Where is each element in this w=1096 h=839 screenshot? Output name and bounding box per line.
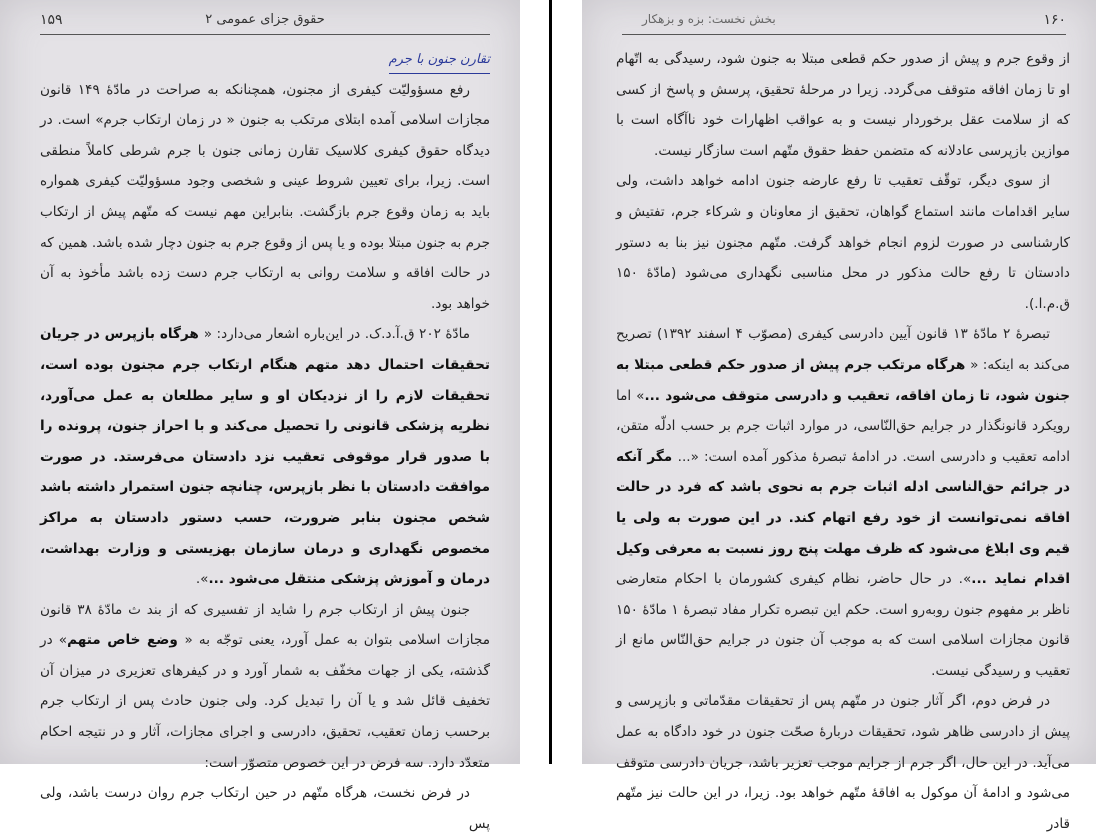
paragraph: در فرض نخست، هرگاه متّهم در حین ارتکاب جرم روان درست باشد، ولی پس bbox=[40, 785, 490, 832]
running-title: بخش نخست: بزه و بزهکار bbox=[642, 12, 776, 26]
page-number: ۱۵۹ bbox=[40, 12, 63, 28]
page-divider bbox=[549, 0, 552, 764]
paragraph: رفع مسؤولیّت کیفری از مجنون، همچنانکه به صراحت در مادّهٔ ۱۴۹ قانون مجازات اسلامی آمده ابتلای مرتکب به جنون « در زمان ارتکاب جرم» است. در دیدگاه حقوق کیفری کلاسیک تقارن زمانی جنون با جرم شرطی کاملاً منطقی است. زیرا، برای تعیین شروط عینی و شخصی وجود مسؤولیّت کیفری همواره باید به زمان وقوع جرم بازگشت. بنابراین مهم نیست که متّهم پیش از ارتکاب جرم به جنون مبتلا بوده و یا پس از وقوع جرم به جنون دچار شده باشد. همین که در حالت افاقه و سلامت روانی به ارتکاب جرم دست زده باشد مأخوذ به آن خواهد بود. bbox=[40, 81, 490, 312]
quote-text: هرگاه بازپرس در جریان تحقیقات احتمال دهد متهم هنگام ارتکاب جرم مجنون بوده است، تحقیقات لازم را از نزدیکان او و سایر مطلعان به عمل می‌آورد، نظریه پزشکی قانونی را تحصیل می‌کند و با احراز جنون، پرونده را با صدور قرار موقوفی تعقیب نزد دادستان می‌فرستد. در صورت موافقت دادستان با نظر بازپرس، چنانچه جنون استمرار داشته باشد شخص مجنون بنابر ضرورت، حسب دستور دادستان به مراکز مخصوص نگهداری و درمان سازمان بهزیستی و وزارت بهداشت، درمان و آموزش پزشکی منتقل می‌شود ... bbox=[40, 326, 490, 588]
quote-text: مگر آنکه در جرائم حق‌الناسی ادله اثبات جرم به نحوی باشد که فرد در حالت افاقه نمی‌توانست از خود رفع اتهام کند. در این صورت به ولی یا قیم وی ابلاغ می‌شود که ظرف مهلت پنج روز نسبت به معرفی وکیل اقدام نماید ... bbox=[616, 448, 1070, 588]
paragraph-quote-13 bbox=[616, 319, 1070, 686]
page-number: ۱۶۰ bbox=[1043, 12, 1066, 28]
page-body bbox=[616, 44, 1070, 839]
text: » اما رویکرد قانونگذار در جرایم حق‌النّاسی، در موارد اثبات جرم بر حسب ادلّه متقن، ادامه تعقیب و دادرسی است. در ادامهٔ تبصرهٔ مذکور آمده است: «... bbox=[616, 387, 1070, 465]
text: » در گذشته، یکی از جهات مخفّف به شمار آورد و در کیفرهای تعزیری در میزان آن تخفیف قائل شد و یا آن را تبدیل کرد. ولی جنون حادث پس از ارتکاب جرم برحسب زمان تعقیب، تحقیق، دادرسی و اجرای مجازات، آثار و در نتیجه احکام متعدّد دارد. سه فرض در این خصوص متصوّر است: bbox=[40, 632, 490, 771]
text: ». bbox=[195, 571, 209, 588]
page-header bbox=[622, 10, 1066, 35]
page-header bbox=[40, 10, 490, 35]
text: جنون پیش از ارتکاب جرم را شاید از تفسیری که از بند ث مادّهٔ ۳۸ قانون مجازات اسلامی بتوان به عمل آورد، یعنی توجّه به « bbox=[40, 601, 490, 649]
paragraph: از سوی دیگر، توقّف تعقیب تا رفع عارضه جنون ادامه خواهد داشت، ولی سایر اقدامات مانند استماع گواهان، تحقیق از معاونان و شرکاء جرم، تفتیش و کارشناسی در صورت لزوم انجام خواهد گرفت. متّهم مجنون نیز بنا به دستور دادستان تا رفع حالت مذکور در محل مناسبی نگهداری می‌شود (مادّهٔ ۱۵۰ ق.م.ا.). bbox=[616, 173, 1070, 312]
left-page bbox=[0, 0, 520, 832]
text: مادّهٔ ۲۰۲ ق.آ.د.ک. در این‌باره اشعار می‌دارد: « bbox=[203, 326, 471, 343]
paragraph: از وقوع جرم و پیش از صدور حکم قطعی مبتلا به جنون شود، رسیدگی به اتّهام او تا زمان افاقه متوقف می‌گردد. زیرا در مرحلهٔ تحقیق، پرسش و پاسخ از کسی که از سلامت عقل برخوردار نیست و به عواقب اظهارات خود ناآگاه است با موازین بازپرسی عادلانه که متضمن حفظ حقوق متّهم است سازگار نیست. bbox=[616, 51, 1070, 159]
text: ». در حال حاضر، نظام کیفری کشورمان با احکام متعارضی ناظر بر مفهوم جنون روبه‌رو است. حکم این تبصره تکرار مفاد تبصرهٔ ۱ مادّهٔ ۱۵۰ قانون مجازات اسلامی است که به موجب آن جنون در جرایم حق‌النّاس مانع از تعقیب و رسیدگی نیست. bbox=[616, 571, 1070, 679]
bold-text: وضع خاص متهم bbox=[67, 632, 185, 649]
page-body bbox=[40, 44, 490, 839]
quote-text: هرگاه مرتکب جرم پیش از صدور حکم قطعی مبتلا به جنون شود، تا زمان افاقه، تعقیب و دادرسی متوقف می‌شود ... bbox=[616, 356, 1070, 404]
text: تبصرهٔ ۲ مادّهٔ ۱۳ قانون آیین دادرسی کیفری (مصوّب ۴ اسفند ۱۳۹۲) تصریح می‌کند به اینکه: « bbox=[616, 326, 1070, 373]
running-title: حقوق جزای عمومی ۲ bbox=[205, 12, 325, 27]
right-page bbox=[582, 0, 1096, 832]
handwritten-note: تقارن جنون با جرم bbox=[389, 47, 490, 74]
paragraph-quote-202 bbox=[40, 319, 490, 594]
paragraph: در فرض دوم، اگر آثار جنون در متّهم پس از تحقیقات مقدّماتی و بازپرسی و پیش از دادرسی ظاهر شود، تحقیقات دربارهٔ صحّت جنون در خود دادگاه به عمل می‌آید. در این حال، اگر جرم از جرایم موجب تعزیر باشد، جریان دادرسی متوقف می‌شود و ادامهٔ آن موکول به افاقهٔ متّهم خواهد بود. زیرا، در این حالت نیز متّهم قادر bbox=[616, 693, 1070, 832]
paragraph bbox=[40, 595, 490, 779]
